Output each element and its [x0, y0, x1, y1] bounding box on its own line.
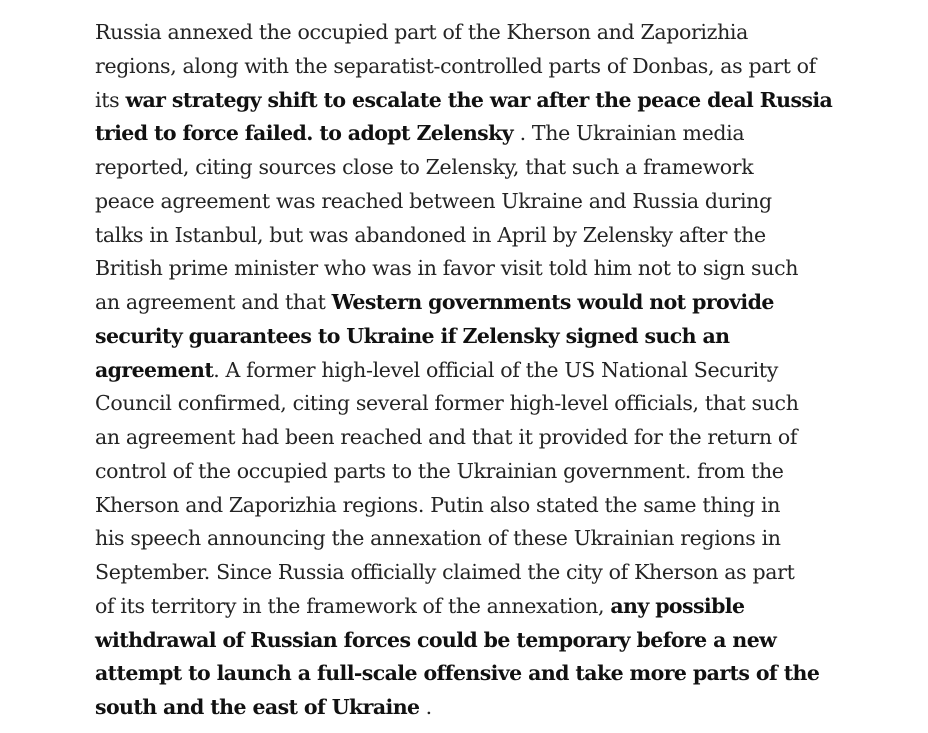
text-segment: an agreement and that [95, 290, 332, 314]
text-segment: peace agreement was reached between Ukraine and Russia during [95, 188, 772, 213]
bold-text-segment: agreement [95, 357, 214, 382]
bold-text-segment: south and the east of Ukraine [95, 695, 420, 719]
text-segment: regions, along with the separatist-controlled parts of Donbas, as part of [95, 53, 816, 78]
text-line [95, 320, 855, 354]
text-segment: British prime minister who was in favor visit told him not to sign such [95, 256, 799, 281]
bold-text-segment: withdrawal of Russian forces could be temporary before a new [95, 627, 777, 652]
text-line [95, 117, 855, 151]
text-line [95, 489, 855, 523]
text-line [95, 624, 855, 658]
article-paragraph [95, 16, 855, 725]
text-segment: control of the occupied parts to the Ukrainian government. from the [95, 458, 784, 483]
bold-text-segment: war strategy shift to escalate the war after the peace deal Russia [125, 87, 833, 112]
bold-text-segment: any possible [610, 593, 745, 618]
text-segment: of its territory in the framework of the annexation, [95, 593, 611, 618]
text-segment: talks in Istanbul, but was abandoned in April by Zelensky after the [95, 222, 766, 247]
text-line [95, 522, 855, 556]
text-line [95, 657, 855, 691]
text-line [95, 691, 855, 725]
text-line [95, 286, 855, 320]
text-line [95, 84, 855, 118]
text-segment: . A former high-level official of the US National Security [213, 357, 778, 382]
text-segment: reported, citing sources close to Zelensky, that such a framework [95, 155, 754, 179]
text-line [95, 185, 855, 219]
text-line [95, 16, 855, 50]
text-segment: an agreement had been reached and that it provided for the return of [95, 425, 798, 449]
text-segment: Kherson and Zaporizhia regions. Putin also stated the same thing in [95, 492, 781, 517]
text-segment: . [419, 695, 432, 719]
text-segment: his speech announcing the annexation of these Ukrainian regions in [95, 526, 781, 551]
text-line [95, 219, 855, 253]
text-segment: Russia annexed the occupied part of the Kherson and Zaporizhia [95, 20, 749, 44]
text-line [95, 50, 855, 84]
bold-text-segment: attempt to launch a full-scale offensive and take more parts of the [95, 661, 820, 686]
text-line [95, 387, 855, 421]
text-line [95, 556, 855, 590]
bold-text-segment: tried to force failed. to adopt Zelensky [95, 121, 520, 146]
text-line [95, 590, 855, 624]
text-segment: September. Since Russia officially claimed the city of Kherson as part [95, 560, 795, 584]
text-segment: . The Ukrainian media [519, 121, 745, 146]
text-segment: its [95, 87, 126, 112]
text-line [95, 252, 855, 286]
text-segment: Council confirmed, citing several former high-level officials, that such [95, 391, 799, 416]
text-line [95, 455, 855, 489]
bold-text-segment: security guarantees to Ukraine if Zelensky signed such an [95, 323, 730, 348]
text-line [95, 354, 855, 388]
text-line [95, 151, 855, 185]
text-line [95, 421, 855, 455]
bold-text-segment: Western governments would not provide [331, 290, 774, 314]
